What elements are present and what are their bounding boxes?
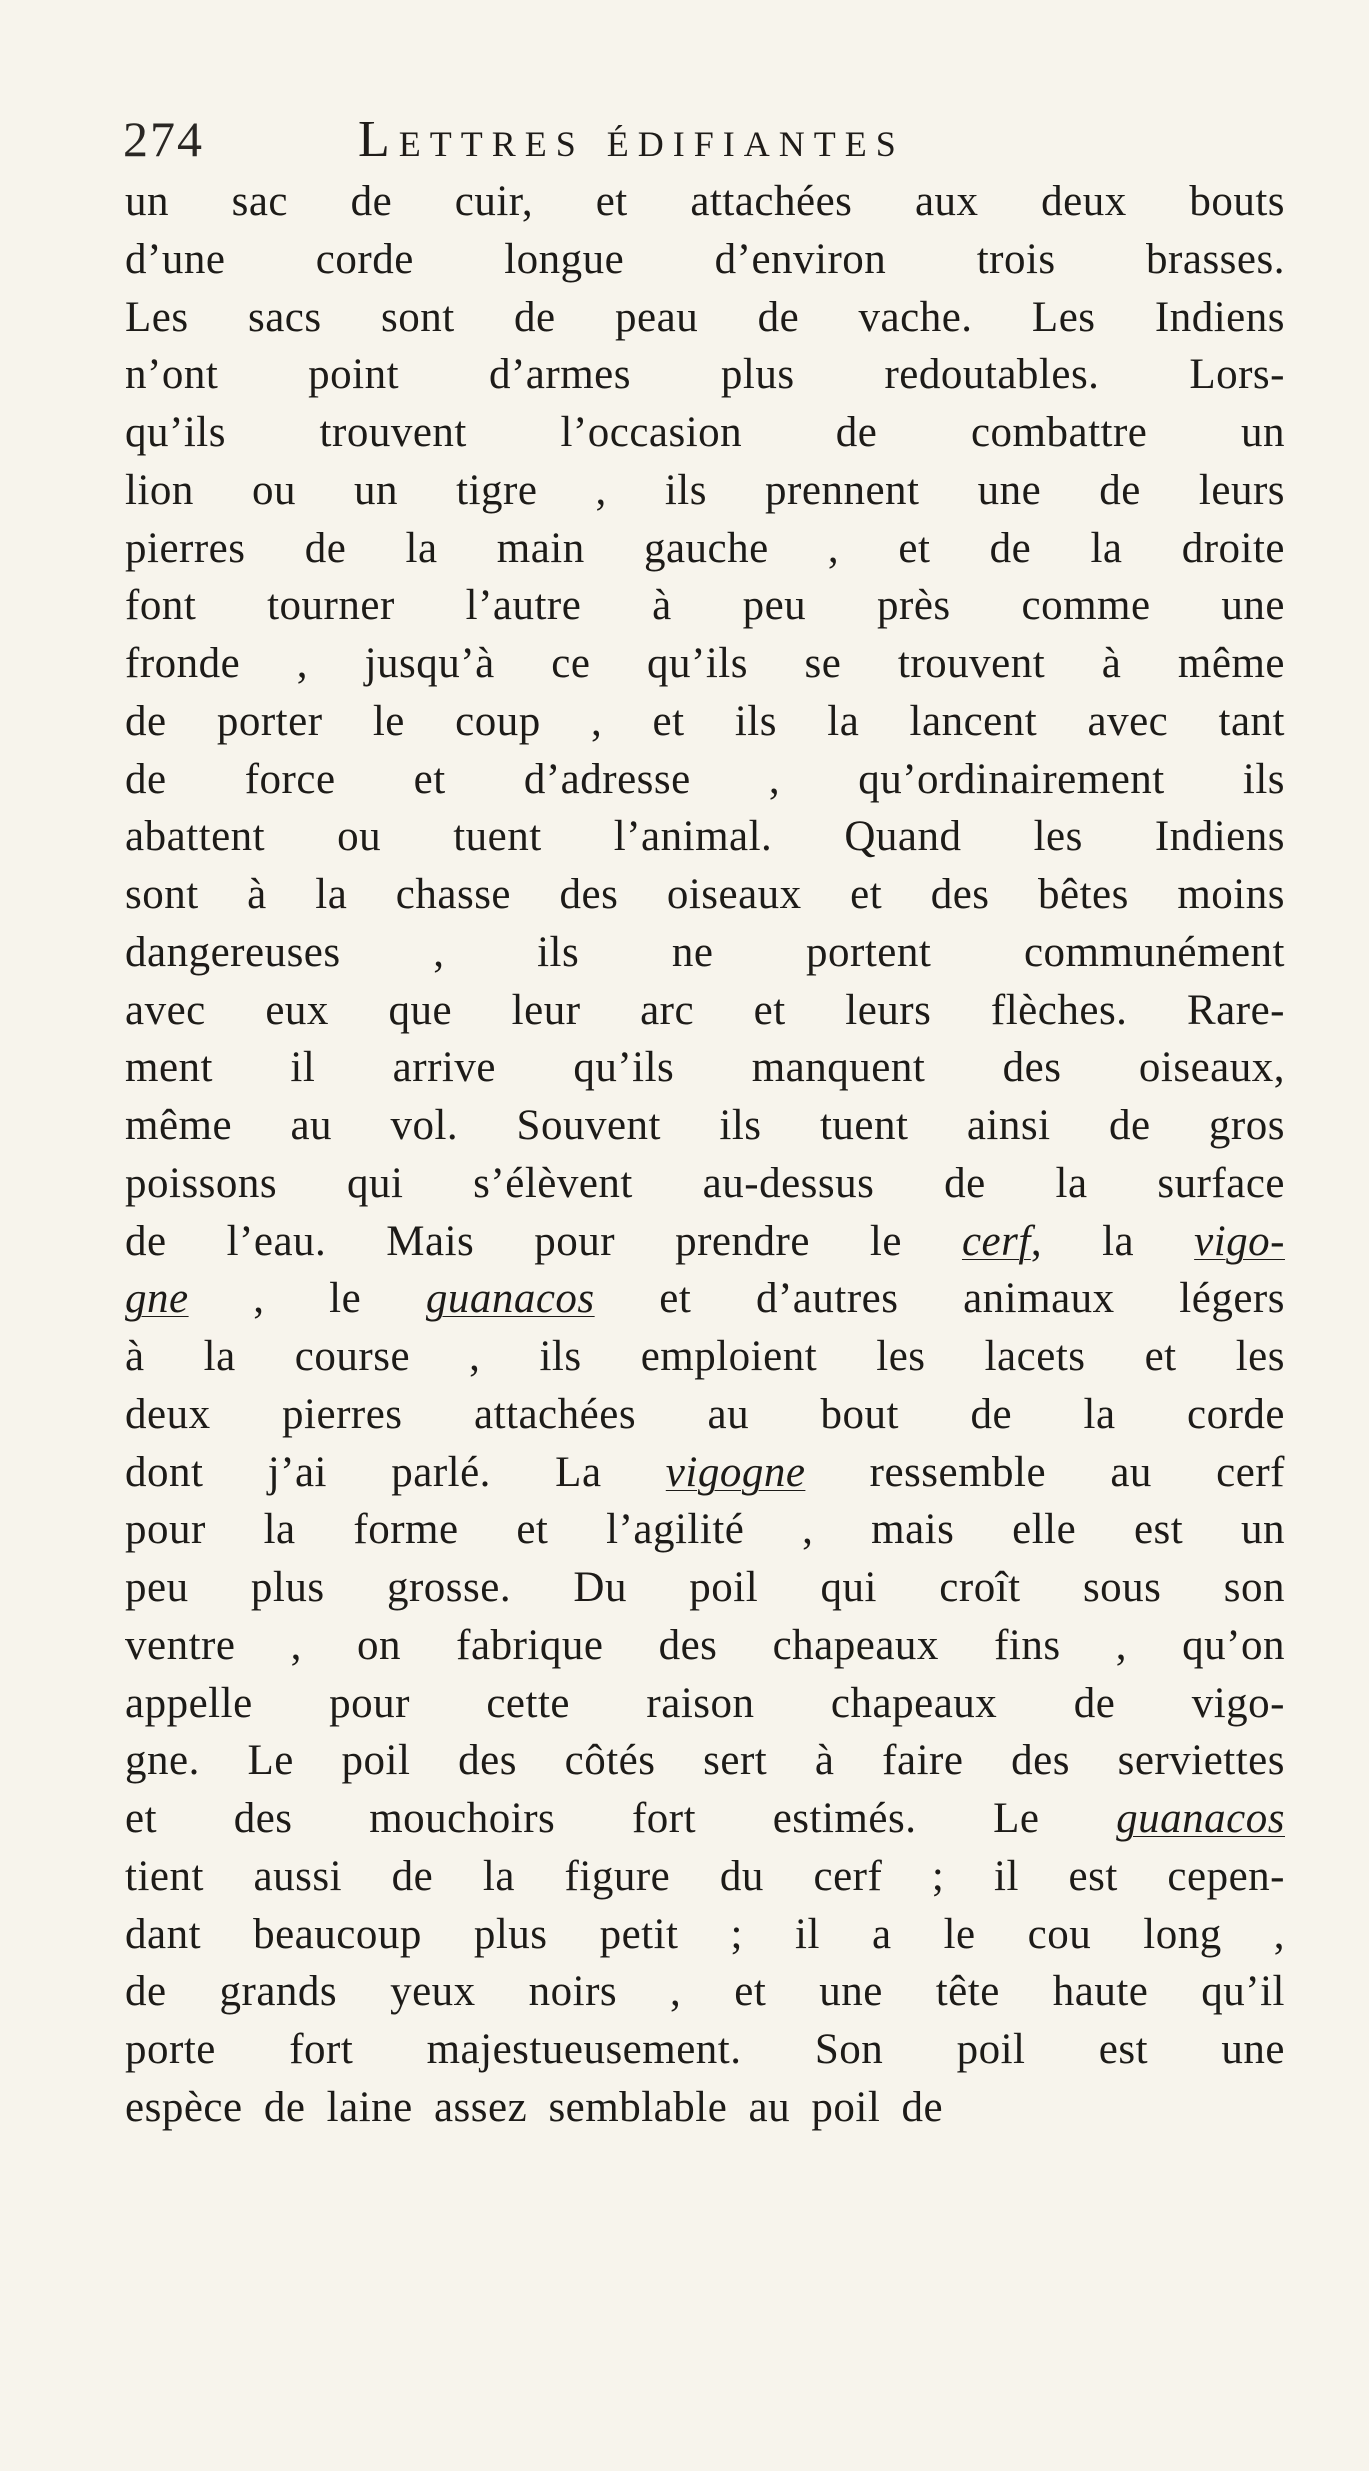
text-line: de force et d’adresse , qu’ordinairement ils [125, 755, 1285, 803]
text-line: gne. Le poil des côtés sert à faire des serviettes [125, 1737, 1285, 1785]
text-run: dont j’ai parlé. La [125, 1448, 666, 1496]
text-line [125, 1444, 1285, 1502]
text-line: ventre , on fabrique des chapeaux fins , qu’on [125, 1621, 1285, 1669]
text-run: et des mouchoirs fort estimés. Le [125, 1795, 1117, 1842]
text-line: pour la forme et l’agilité , mais elle est un [125, 1506, 1285, 1554]
text-line: dant beaucoup plus petit ; il a le cou long , [125, 1910, 1285, 1958]
text-line: qu’ils trouvent l’occasion de combattre un [125, 409, 1285, 456]
text-line: porte fort majestueusement. Son poil est une [125, 2026, 1285, 2073]
text-line: abattent ou tuent l’animal. Quand les Indiens [125, 813, 1285, 861]
italic-term-guanacos: guanacos [425, 1275, 595, 1323]
text-line: font tourner l’autre à peu près comme une [125, 582, 1285, 630]
text-line: appelle pour cette raison chapeaux de vigo- [125, 1679, 1285, 1727]
text-line: lion ou un tigre , ils prennent une de leurs [125, 466, 1285, 514]
text-line: sont à la chasse des oiseaux et des bêtes moins [125, 871, 1285, 918]
text-run: , le [188, 1275, 426, 1323]
text-line: fronde , jusqu’à ce qu’ils se trouvent à même [125, 640, 1285, 687]
text-line: poissons qui s’élèvent au-dessus de la surface [125, 1159, 1285, 1207]
text-line: même au vol. Souvent ils tuent ainsi de gros [125, 1102, 1285, 1149]
text-run: ressemble au cerf [805, 1448, 1285, 1496]
text-line: peu plus grosse. Du poil qui croît sous son [125, 1564, 1285, 1611]
text-line [125, 1270, 1285, 1328]
text-line: deux pierres attachées au bout de la corde [125, 1390, 1285, 1438]
italic-term-vigogne: vigo- [1194, 1217, 1285, 1265]
running-title: Lettres édifiantes [358, 111, 905, 168]
text-run: , la [1030, 1217, 1195, 1265]
text-line: pierres de la main gauche , et de la droite [125, 524, 1285, 572]
text-line [125, 1790, 1285, 1848]
text-line: à la course , ils emploient les lacets et les [125, 1333, 1285, 1380]
italic-term-cerf: cerf [961, 1217, 1031, 1265]
text-line: espèce de laine assez semblable au poil de [125, 2083, 944, 2131]
text-line: de grands yeux noirs , et une tête haute qu’il [125, 1968, 1285, 2016]
text-line: n’ont point d’armes plus redoutables. Lors- [125, 351, 1285, 399]
text-run: et d’autres animaux légers [594, 1275, 1285, 1323]
italic-term-vigogne: vigogne [665, 1448, 806, 1496]
text-line: d’une corde longue d’environ trois brasses. [125, 235, 1285, 283]
text-line: tient aussi de la figure du cerf ; il est cepen- [125, 1852, 1285, 1900]
italic-term-vigogne: gne [125, 1275, 189, 1323]
text-line: un sac de cuir, et attachées aux deux bouts [125, 178, 1285, 225]
page-number: 274 [123, 111, 204, 167]
text-line: avec eux que leur arc et leurs flèches. Rare- [125, 986, 1285, 1034]
text-run: de l’eau. Mais pour prendre le [125, 1217, 962, 1265]
body-text [125, 173, 1285, 2137]
text-line: de porter le coup , et ils la lancent avec tant [125, 697, 1285, 745]
text-line: Les sacs sont de peau de vache. Les Indiens [125, 293, 1285, 341]
italic-term-guanacos: guanacos [1116, 1795, 1285, 1842]
text-line [125, 1213, 1285, 1271]
text-line: dangereuses , ils ne portent communément [125, 928, 1285, 976]
text-line: ment il arrive qu’ils manquent des oiseaux, [125, 1044, 1285, 1092]
